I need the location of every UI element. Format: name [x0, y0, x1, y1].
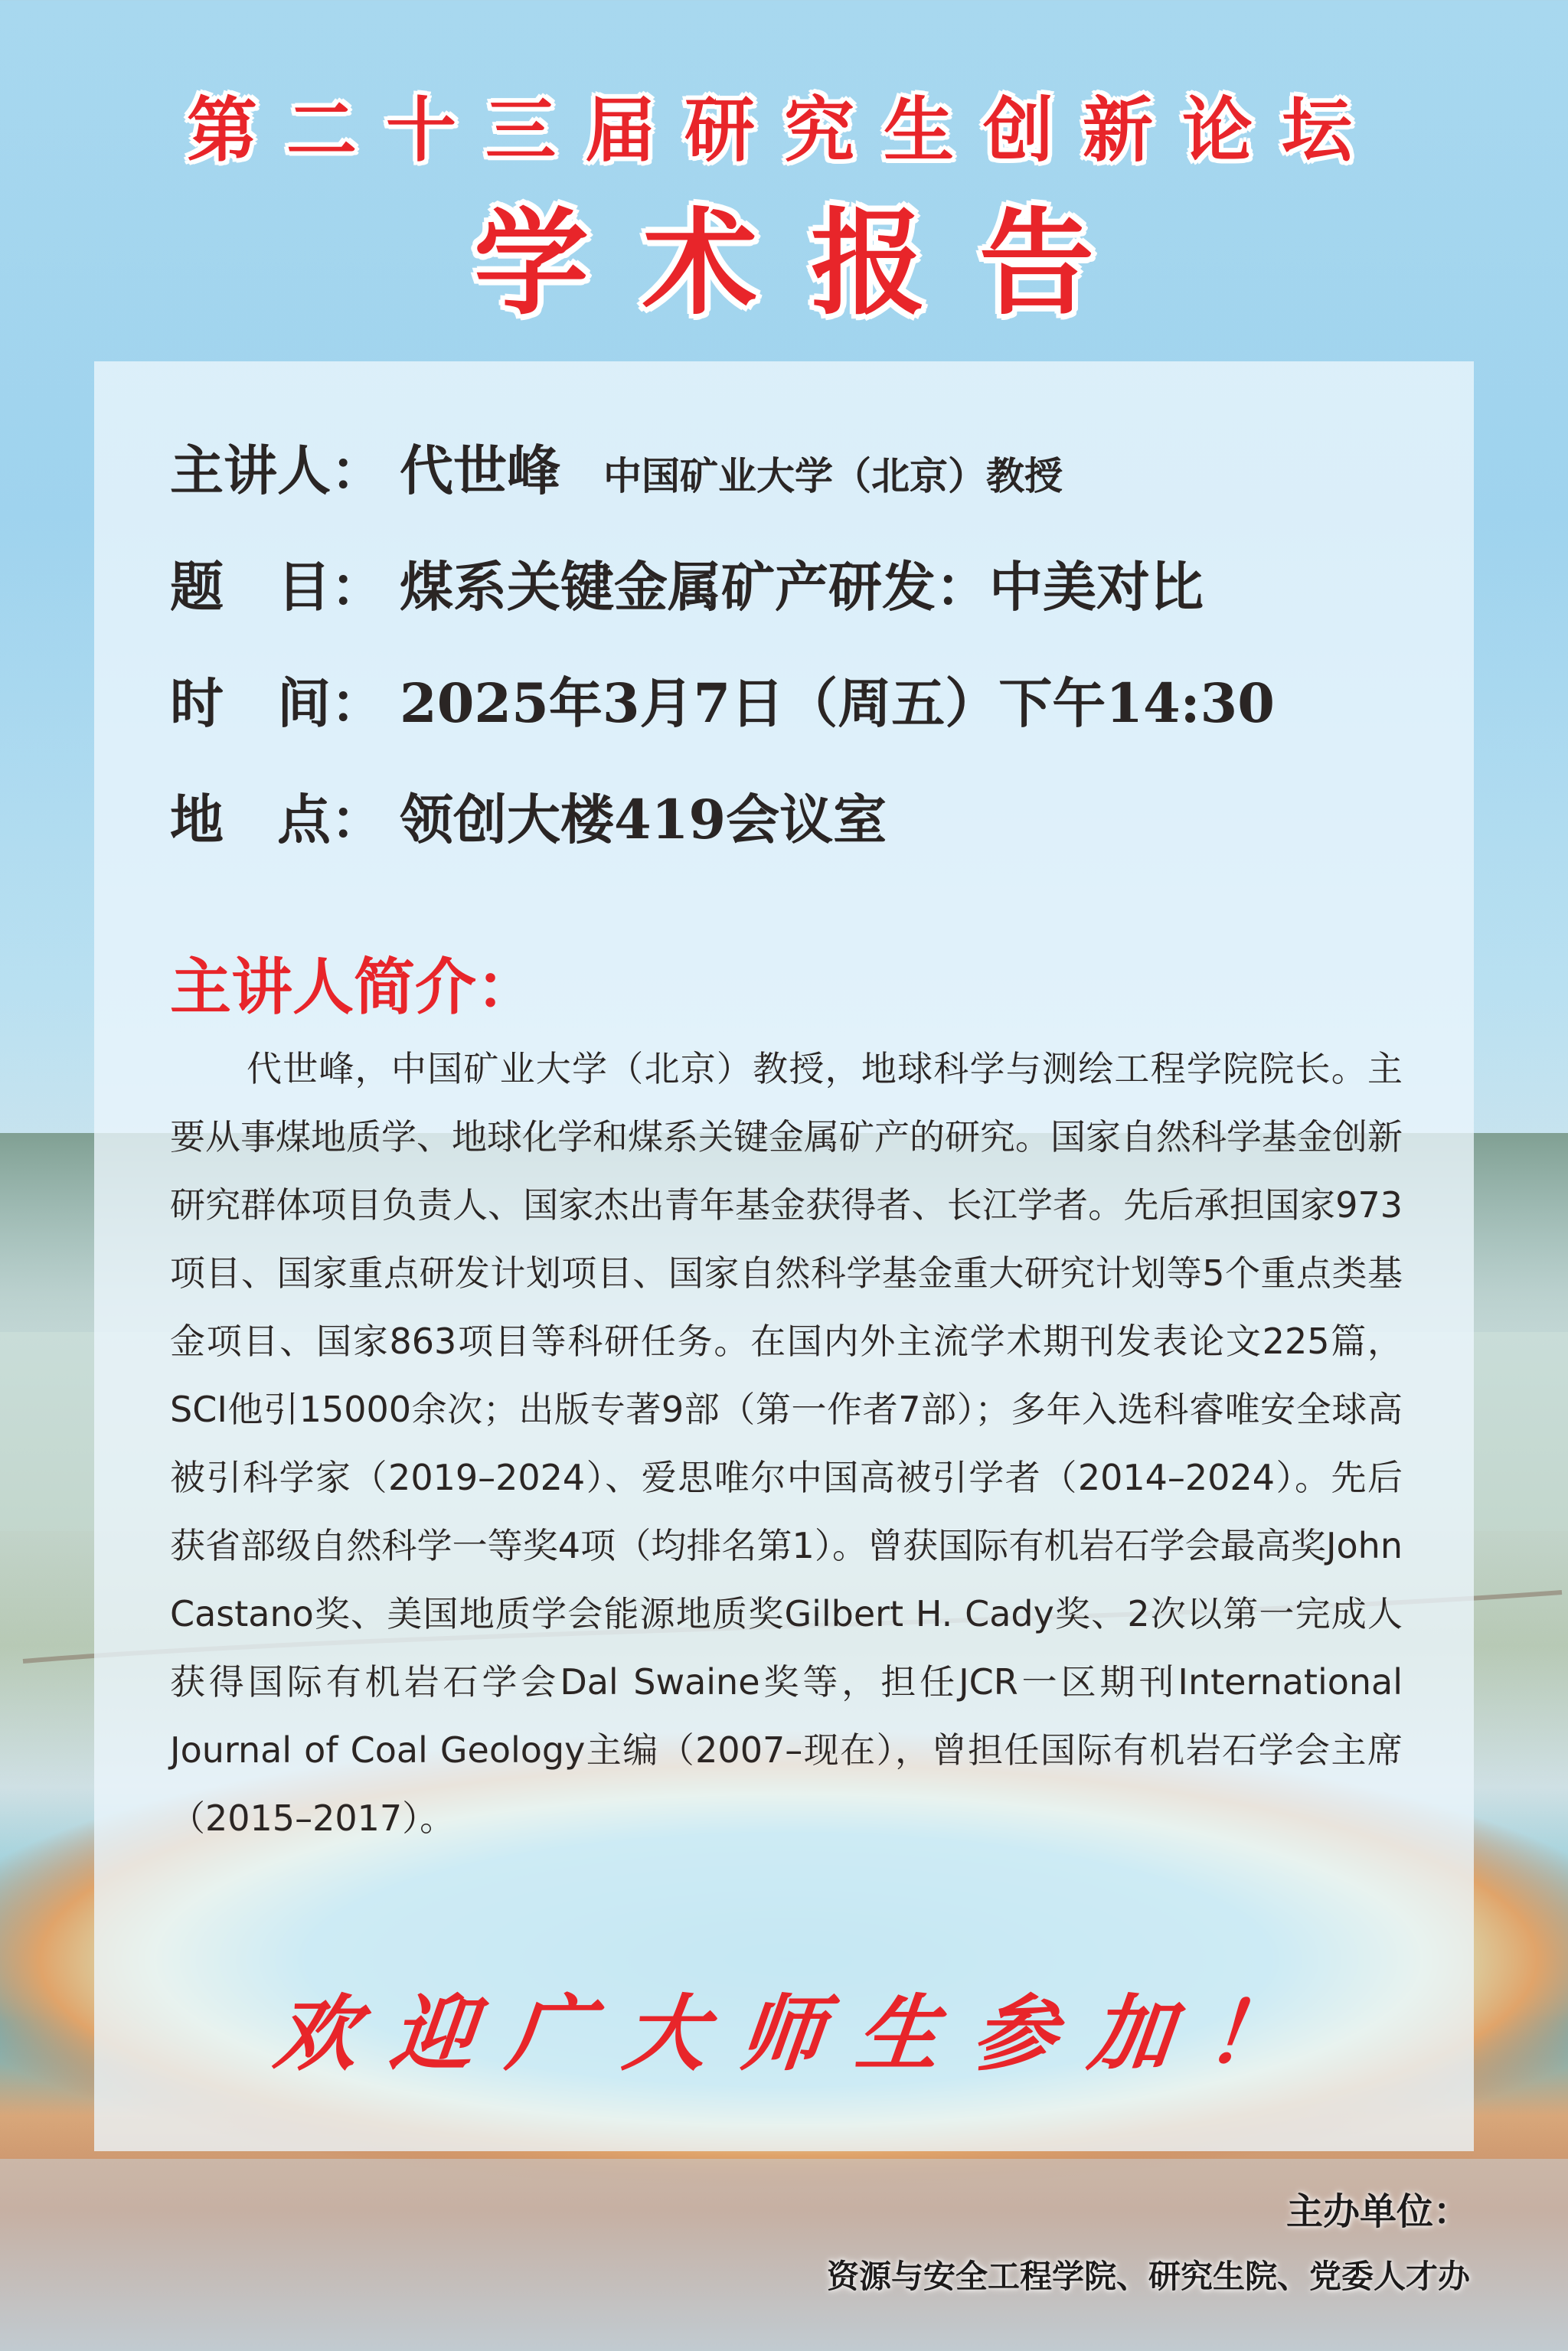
time-row: [170, 661, 1275, 778]
bio-heading: 主讲人简介：: [170, 952, 537, 1023]
event-info: [170, 429, 1275, 894]
poster-header: [0, 84, 1568, 332]
time-value: 2025年3月7日（周五）下午14:30: [400, 671, 1275, 735]
organizer-label: 主办单位：: [1285, 2190, 1470, 2233]
speaker-affiliation: 中国矿业大学（北京）教授: [603, 453, 1063, 498]
speaker-label: 主讲人：: [170, 439, 384, 502]
speaker-name: 代世峰: [400, 439, 560, 502]
topic-row: [170, 545, 1275, 661]
organizer-value: 资源与安全工程学院、研究生院、党委人才办: [826, 2258, 1470, 2295]
report-title: 学术报告: [473, 196, 1148, 331]
forum-title: 第二十三届研究生创新论坛: [186, 89, 1381, 171]
organizer-block: [827, 2182, 1470, 2297]
topic-value: 煤系关键金属矿产研发：中美对比: [400, 555, 1204, 619]
time-label: 时 间：: [170, 671, 384, 735]
topic-label: 题 目：: [170, 555, 384, 619]
place-row: [170, 778, 1275, 894]
speaker-row: [170, 429, 1275, 545]
bio-text: 代世峰，中国矿业大学（北京）教授，地球科学与测绘工程学院院长。主要从事煤地质学、地球化学和煤系关键金属矿产的研究。国家自然科学基金创新研究群体项目负责人、国家杰出青年基金获得者、长江学者。先后承担国家973项目、国家重点研发计划项目、国家自然科学基金重大研究计划等5个重点类基金项目、国家863项目等科研任务。在国内外主流学术期刊发表论文225篇，SCI他引15000余次；出版专著9部（第一作者7部）；多年入选科睿唯安全球高被引科学家（2019–2024）、爱思唯尔中国高被引学者（2014–2024）。先后获省部级自然科学一等奖4项（均排名第1）。曾获国际有机岩石学会最高奖John Castano奖、美国地质学会能源地质奖Gilbert H. Cady奖、2次以第一完成人获得国际有机岩石学会Dal Swaine奖等，担任JCR一区期刊International Journal of Coal Geology主编（2007–现在），曾担任国际有机岩石学会主席（2015–2017）。: [170, 1048, 1403, 1839]
place-label: 地 点：: [170, 788, 384, 851]
place-value: 领创大楼419会议室: [400, 788, 887, 851]
welcome-message: 欢迎广大师生参加！: [270, 1986, 1328, 2082]
